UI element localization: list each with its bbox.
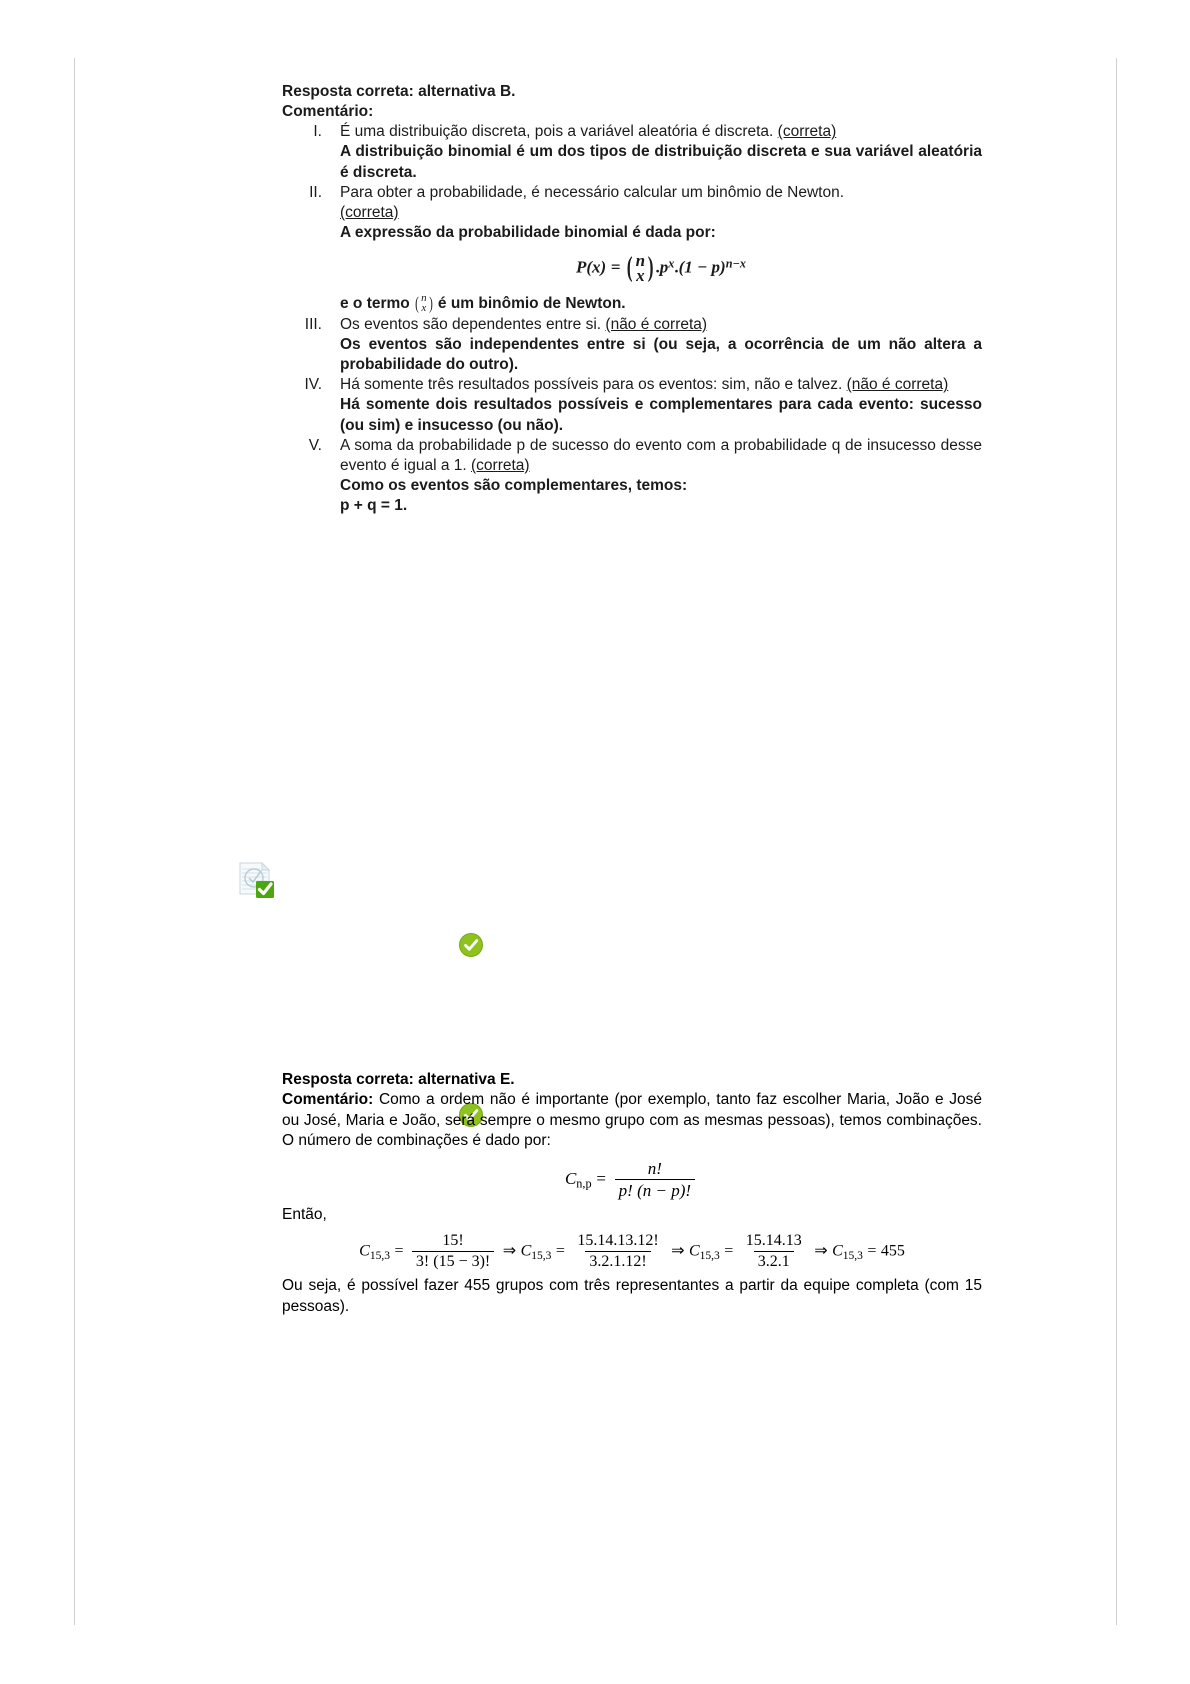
comment-label-2: Comentário:	[282, 1091, 374, 1109]
chain-step1-fraction	[412, 1232, 494, 1271]
conclusion-text: Ou seja, é possível fazer 455 grupos com três representantes a partir da equipe completa (com 15 pessoas).	[282, 1277, 982, 1315]
statement-body: A soma da probabilidade p de sucesso do evento com a probabilidade q de insucesso desse evento é igual a 1.	[340, 436, 982, 474]
comment-paragraph	[282, 1090, 982, 1151]
chain-result-value: 455	[880, 1242, 905, 1260]
answer-line-2: Resposta correta: alternativa E.	[282, 1071, 515, 1088]
formula-lhs: C	[564, 1168, 577, 1188]
verdict-tag: (não é correta)	[846, 376, 949, 394]
statement-text	[340, 375, 982, 395]
list-numeral: II.	[309, 183, 322, 201]
formula-fraction	[615, 1159, 695, 1200]
binomial-note-suffix: é um binômio de Newton.	[437, 294, 626, 312]
statement-list	[282, 122, 982, 516]
list-item	[282, 122, 982, 182]
list-item	[282, 315, 982, 375]
chain-step2-lhs: C	[520, 1242, 532, 1260]
explanation-text: A expressão da probabilidade binomial é dada por:	[340, 223, 716, 241]
fraction-denominator: p! (n − p)!	[615, 1179, 695, 1200]
chain-step4-sub: 15,3	[842, 1250, 863, 1263]
explanation-text-2: p + q = 1.	[340, 497, 408, 515]
statement-text	[340, 122, 982, 142]
list-item	[282, 183, 982, 315]
document-check-icon	[234, 857, 276, 899]
binomial-probability-formula: P(x) = ( n x ) $.p^x.(1 - p)^{n-x}$	[575, 250, 747, 286]
statement-body: É uma distribuição discreta, pois a variável aleatória é discreta.	[340, 123, 774, 141]
binomial-coefficient-inline: ( n x )	[415, 292, 433, 315]
comment-body: Como a ordem não é importante (por exemplo, tanto faz escolher Maria, João e José ou José, Maria e João, será sempre o mesmo grupo com as mesmas pessoas), temos combinações. O número de combinações é dado por:	[282, 1091, 982, 1150]
chain-step3-fraction	[742, 1232, 806, 1271]
formula-term-q: (1 − p)	[678, 257, 726, 277]
explanation-text: A distribuição binomial é um dos tipos de distribuição discreta e sua variável aleatória é discreta.	[340, 143, 982, 181]
chain-step1-lhs: C	[359, 1242, 370, 1260]
binom-bottom: x	[421, 302, 427, 315]
chain-step3-sub: 15,3	[699, 1250, 720, 1263]
fraction-numerator: 15!	[442, 1232, 464, 1250]
binom-top: n	[421, 292, 427, 305]
formula-lhs: P(x)	[575, 257, 607, 277]
binom-top: n	[635, 250, 646, 270]
verdict-line	[340, 203, 982, 223]
statement-text	[340, 436, 982, 476]
binomial-note	[340, 292, 982, 315]
chain-arrow-2: ⇒	[671, 1242, 685, 1260]
list-numeral: III.	[304, 315, 322, 333]
chain-arrow-1: ⇒	[502, 1242, 517, 1260]
list-item	[282, 436, 982, 517]
explanation-text: Há somente dois resultados possíveis e complementares para cada evento: sucesso (ou sim) e insucesso (ou não).	[340, 396, 982, 434]
verdict-tag: (correta)	[471, 456, 530, 474]
chain-arrow-3: ⇒	[814, 1242, 828, 1260]
check-circle-icon-1	[458, 932, 484, 958]
list-item	[282, 375, 982, 435]
verdict-tag: (não é correta)	[605, 315, 708, 333]
statement-text	[340, 183, 982, 203]
list-numeral: IV.	[304, 376, 322, 394]
formula-term-p-exp: x	[668, 256, 675, 271]
binomial-note-prefix: e o termo	[340, 294, 410, 312]
formula-term-q-exp: n−x	[725, 256, 747, 271]
list-numeral: V.	[308, 436, 322, 454]
explanation-text: Os eventos são independentes entre si (ou seja, a ocorrência de um não altera a probabilidade do outro).	[340, 336, 982, 374]
then-label: Então,	[282, 1205, 327, 1223]
fraction-denominator: 3! (15 − 3)!	[412, 1251, 494, 1271]
formula-equals: =	[610, 257, 621, 277]
formula-lhs-sub: n,p	[576, 1176, 592, 1191]
fraction-denominator: 3.2.1	[754, 1251, 794, 1271]
chain-step4-equals: =	[867, 1242, 877, 1260]
chain-step2-fraction	[573, 1232, 662, 1271]
statement-body: Os eventos são dependentes entre si.	[340, 315, 602, 333]
statement-text	[340, 315, 982, 335]
chain-step4-lhs: C	[832, 1242, 843, 1260]
answer-block-2	[282, 1070, 982, 1317]
binomial-coefficient: ( n x )	[627, 250, 654, 286]
statement-body: Para obter a probabilidade, é necessário calcular um binômio de Newton.	[340, 183, 845, 201]
fraction-numerator: 15.14.13.12!	[577, 1232, 659, 1250]
chain-step1-sub: 15,3	[369, 1250, 390, 1263]
chain-step3-lhs: C	[688, 1242, 700, 1260]
statement-body: Há somente três resultados possíveis para os eventos: sim, não e talvez.	[340, 376, 843, 394]
binom-bottom: x	[636, 266, 645, 286]
formula-equals: =	[596, 1168, 606, 1188]
combination-computation-chain: $C_{15,3}$ = $\frac{15!}{3! (15 - 3)!}$ ⇒ $C_{15,3}$ = $\frac{15.14.13.12!}{3.2.1.12!}$ ⇒ $C_{15,3}$ = $\frac{15.14.13}{3.2.1}$ ⇒ $C_{15,3} = 455$	[359, 1232, 905, 1271]
formula-term-p: p	[659, 257, 669, 277]
comment-label-1: Comentário:	[282, 103, 374, 121]
combination-formula	[282, 1159, 982, 1200]
list-numeral: I.	[313, 123, 322, 141]
document-page	[74, 58, 1117, 1625]
fraction-numerator: 15.14.13	[745, 1232, 802, 1250]
explanation-text: Como os eventos são complementares, temos:	[340, 477, 688, 495]
answer-block-1	[282, 82, 982, 516]
fraction-numerator: n!	[647, 1158, 662, 1178]
answer-line-1: Resposta correta: alternativa B.	[282, 83, 516, 100]
verdict-tag: (correta)	[340, 203, 399, 221]
chain-step2-sub: 15,3	[531, 1250, 552, 1263]
verdict-tag: (correta)	[777, 123, 837, 141]
fraction-denominator: 3.2.1.12!	[585, 1251, 650, 1271]
